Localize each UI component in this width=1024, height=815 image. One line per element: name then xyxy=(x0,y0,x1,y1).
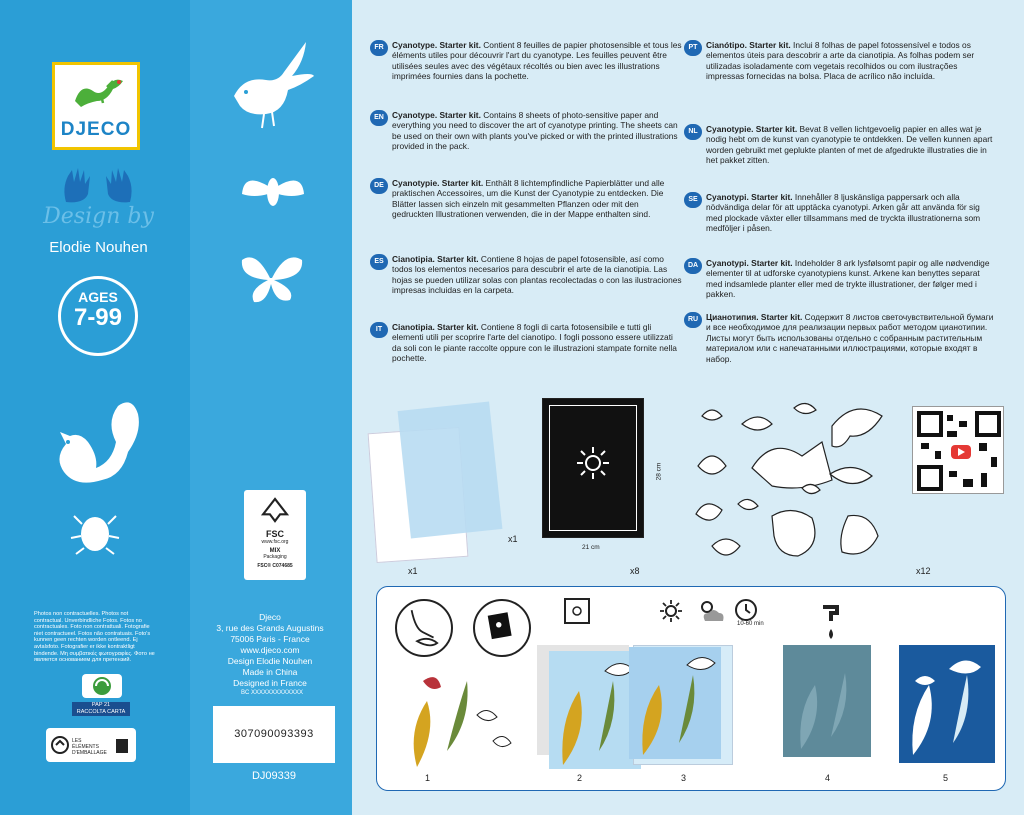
lang-da xyxy=(684,258,996,300)
paper-width: 21 cm xyxy=(582,544,600,551)
lang-code-badge: DE xyxy=(370,178,388,194)
lang-code-badge: PT xyxy=(684,40,702,56)
company-address xyxy=(200,612,340,689)
lang-title: Цианотипия. Starter kit. xyxy=(706,312,803,322)
lang-se xyxy=(684,192,996,234)
lang-text: Inclui 8 folhas de papel fotossensível e todos os elementos úteis para descobrir a arte da cianotipia. As folhas podem ser utilizadas isoladamente com vegetais recolhidos ou com ilustrações impressas fornecidas na bolsa. Placa de acrílico não incluída. xyxy=(706,40,975,82)
lang-es xyxy=(370,254,682,296)
sun-frame-icon xyxy=(563,597,591,625)
lang-fr xyxy=(370,40,682,82)
qty-paper: x8 xyxy=(630,566,640,576)
lang-title: Cyanotypie. Starter kit. xyxy=(706,124,798,134)
tree-check-icon xyxy=(258,496,292,524)
djeco-logo xyxy=(52,62,140,150)
acrylic-sheet xyxy=(398,402,503,539)
address-line: Designed in France xyxy=(233,678,307,688)
product-reference: DJ09339 xyxy=(251,770,297,782)
lang-title: Cianotipia. Starter kit. xyxy=(392,254,479,264)
printed-illustrations xyxy=(682,396,900,576)
sun-icon xyxy=(659,599,683,623)
lang-text: Innehåller 8 ljuskänsliga pappersark och alla nödvändiga delar för att upptäcka cyanotypi. Arken går att använda för sig med plockade växter eller tillsammans med de tryckta illustrationerna som medföljer i påsen. xyxy=(706,192,981,234)
lang-text: Contiene 8 fogli di carta fotosensibile e tutti gli elementi utili per scoprire l'arte del cianotipo. I fogli possono essere utilizzati da soli con le piante raccolte oppure con le illustrazioni stampate fornite nella pochette. xyxy=(392,322,677,364)
address-line: 3, rue des Grands Augustins xyxy=(216,623,324,633)
lizard-icon xyxy=(71,73,127,109)
qr-code[interactable] xyxy=(912,406,1004,494)
lang-code-badge: RU xyxy=(684,312,702,328)
sun-icon xyxy=(573,443,613,483)
lang-code-badge: DA xyxy=(684,258,702,274)
lang-title: Cyanotype. Starter kit. xyxy=(392,40,481,50)
lang-code-badge: SE xyxy=(684,192,702,208)
pap-label xyxy=(72,702,130,716)
squirrel-illustration xyxy=(46,392,142,492)
fsc-packaging: Packaging xyxy=(263,554,287,560)
bin-icon xyxy=(112,735,132,755)
barcode-number: 307090093393 xyxy=(234,728,314,740)
ages-badge xyxy=(58,276,138,356)
lang-text: Indeholder 8 ark lysfølsomt papir og alle nødvendige elementer til at udforske cyanotypiens kunst. Arkene kan benyttes separat med indsamlede planter eller med de trykte illustrationer, der følger med i pakken. xyxy=(706,258,990,300)
lang-code-badge: EN xyxy=(370,110,388,126)
fsc-label xyxy=(244,490,306,580)
step5-final-print xyxy=(899,645,995,763)
qty-acrylic-sheet: x1 xyxy=(508,534,518,544)
lang-text: Contient 8 feuilles de papier photosensible et tous les éléments utiles pour découvrir l'art du cyanotype. Les feuilles peuvent être utilisées seules avec des végétaux récoltés ou bien avec les illustrations imprimées fournies dans la pochette. xyxy=(392,40,682,82)
legal-notice: Photos non contractuelles. Photos not contractual. Unverbindliche Fotos. Fotos no contractuales. Foto non contrattuali. Fotografie niet contractueel. Fotos não contratuais. Foto's kunnen geen rechten worden ontleend. Ej avtalsfoto. Fotografier er ikke kontraktligt bindende. Mη συμβατικές φωτογραφίες. Фото не является основанием для претензий. xyxy=(34,611,155,664)
lang-ru xyxy=(684,312,996,364)
recycle-icon xyxy=(80,672,124,700)
step-number: 2 xyxy=(577,773,583,783)
beetle-wing-illustration xyxy=(238,168,308,214)
pap-code: PAP 21 xyxy=(91,702,111,708)
bug-illustration xyxy=(68,506,122,556)
lang-title: Cyanotype. Starter kit. xyxy=(392,110,481,120)
lang-text: Содержит 8 листов светочувствительной бумаги и все необходимое для реализации первых работ методом цианотипии. Листы могут быть использованы отдельно с собранным растительным материалом или с напечатанными иллюстрациями, которые входят в набор. xyxy=(706,312,994,364)
language-descriptions xyxy=(370,40,1010,390)
triman-line2: ÉLÉMENTS xyxy=(72,744,99,750)
lang-title: Cyanotypi. Starter kit. xyxy=(706,258,793,268)
fsc-mix: MIX xyxy=(269,548,281,554)
fsc-url: www.fsc.org xyxy=(261,539,289,545)
lang-de xyxy=(370,178,682,220)
qty-illustrations: x12 xyxy=(916,566,931,576)
lang-code-badge: NL xyxy=(684,124,702,140)
lang-text: Enthält 8 lichtempfindliche Papierblätter und alle praktischen Accessoires, um die Kunst der Cyanotypie zu entdecken. Die Blätter lassen sich einzeln mit gesammelten Pflanzen oder mit den gedruckten Illustrationen verwenden, die in der Mappe enthalten sind. xyxy=(392,178,665,220)
triman-line3: D'EMBALLAGE xyxy=(72,750,107,756)
triman-label xyxy=(46,728,136,762)
barcode-label: BC XXXXXXXXXXXXX xyxy=(240,690,304,696)
lang-nl xyxy=(684,124,996,166)
lang-title: Cyanotypi. Starter kit. xyxy=(706,192,793,202)
clock-icon xyxy=(733,597,759,623)
bird-illustration xyxy=(226,36,318,132)
lang-en xyxy=(370,110,682,152)
instructions-panel xyxy=(376,586,1006,791)
step1-pick-icon xyxy=(395,599,453,657)
triman-line1: LES xyxy=(72,738,82,744)
step3-sheet xyxy=(629,647,721,759)
fsc-code: FSC® C074685 xyxy=(257,563,293,569)
lang-text: Bevat 8 vellen lichtgevoelig papier en alles wat je nodig hebt om de kunst van cyanotypie te ontdekken. De vellen kunnen apart worden gebruikt met geplukte planten of met de afgedrukte illustraties die in het pakket zitten. xyxy=(706,124,993,166)
fsc-name: FSC xyxy=(266,529,284,539)
brand-name: DJECO xyxy=(60,119,132,140)
cloud-sun-icon xyxy=(695,597,727,625)
exposure-time: 10-60 min xyxy=(737,621,764,627)
step-number: 5 xyxy=(943,773,949,783)
hands-icon xyxy=(58,166,138,206)
address-line: Made in China xyxy=(242,667,298,677)
photosensitive-paper xyxy=(542,398,644,538)
barcode xyxy=(213,706,335,763)
ages-label: AGES xyxy=(78,289,118,305)
lang-title: Cianótipo. Starter kit. xyxy=(706,40,791,50)
lang-code-badge: FR xyxy=(370,40,388,56)
step-number: 1 xyxy=(425,773,431,783)
water-tap-icon xyxy=(821,601,845,641)
ages-range: 7-99 xyxy=(73,304,123,331)
lang-title: Cyanotypie. Starter kit. xyxy=(392,178,484,188)
lang-text: Contains 8 sheets of photo-sensitive paper and everything you need to discover the art of cyanotype printing. The sheets can be used on their own with plants you've picked or with the printed illustrations provided in the pack. xyxy=(392,110,678,152)
step1-leaves xyxy=(397,671,517,771)
lang-it xyxy=(370,322,682,364)
step-number: 3 xyxy=(681,773,687,783)
left-panel xyxy=(0,0,352,815)
step-number: 4 xyxy=(825,773,831,783)
step2-sheet xyxy=(549,651,641,769)
paper-height: 28 cm xyxy=(655,462,663,481)
address-line: 75006 Paris - France xyxy=(230,634,310,644)
qr-pattern-icon xyxy=(913,407,1005,495)
address-line: www.djeco.com xyxy=(240,645,300,655)
step2-dark-bag-icon xyxy=(473,599,531,657)
lang-text: Contiene 8 hojas de papel fotosensible, así como todos los elementos necesarios para descubrir el arte de la cianotipia. Las hojas se pueden utilizar solas con plantas recolectadas o con las ilustraciones impresas incluidas en la carpeta. xyxy=(392,254,682,296)
lang-pt xyxy=(684,40,996,82)
address-line: Djeco xyxy=(259,612,281,622)
lang-code-badge: IT xyxy=(370,322,388,338)
address-line: Design Elodie Nouhen xyxy=(227,656,313,666)
qty-white-sheet: x1 xyxy=(408,566,418,576)
butterfly-illustration xyxy=(236,250,308,306)
pap-text: RACCOLTA CARTA xyxy=(76,709,126,715)
design-by-label: Design by xyxy=(43,204,154,229)
step4-rinsing-sheet xyxy=(783,645,871,757)
lang-code-badge: ES xyxy=(370,254,388,270)
designer-name: Elodie Nouhen xyxy=(49,239,148,256)
lang-title: Cianotipia. Starter kit. xyxy=(392,322,479,332)
triman-icon xyxy=(50,735,70,755)
